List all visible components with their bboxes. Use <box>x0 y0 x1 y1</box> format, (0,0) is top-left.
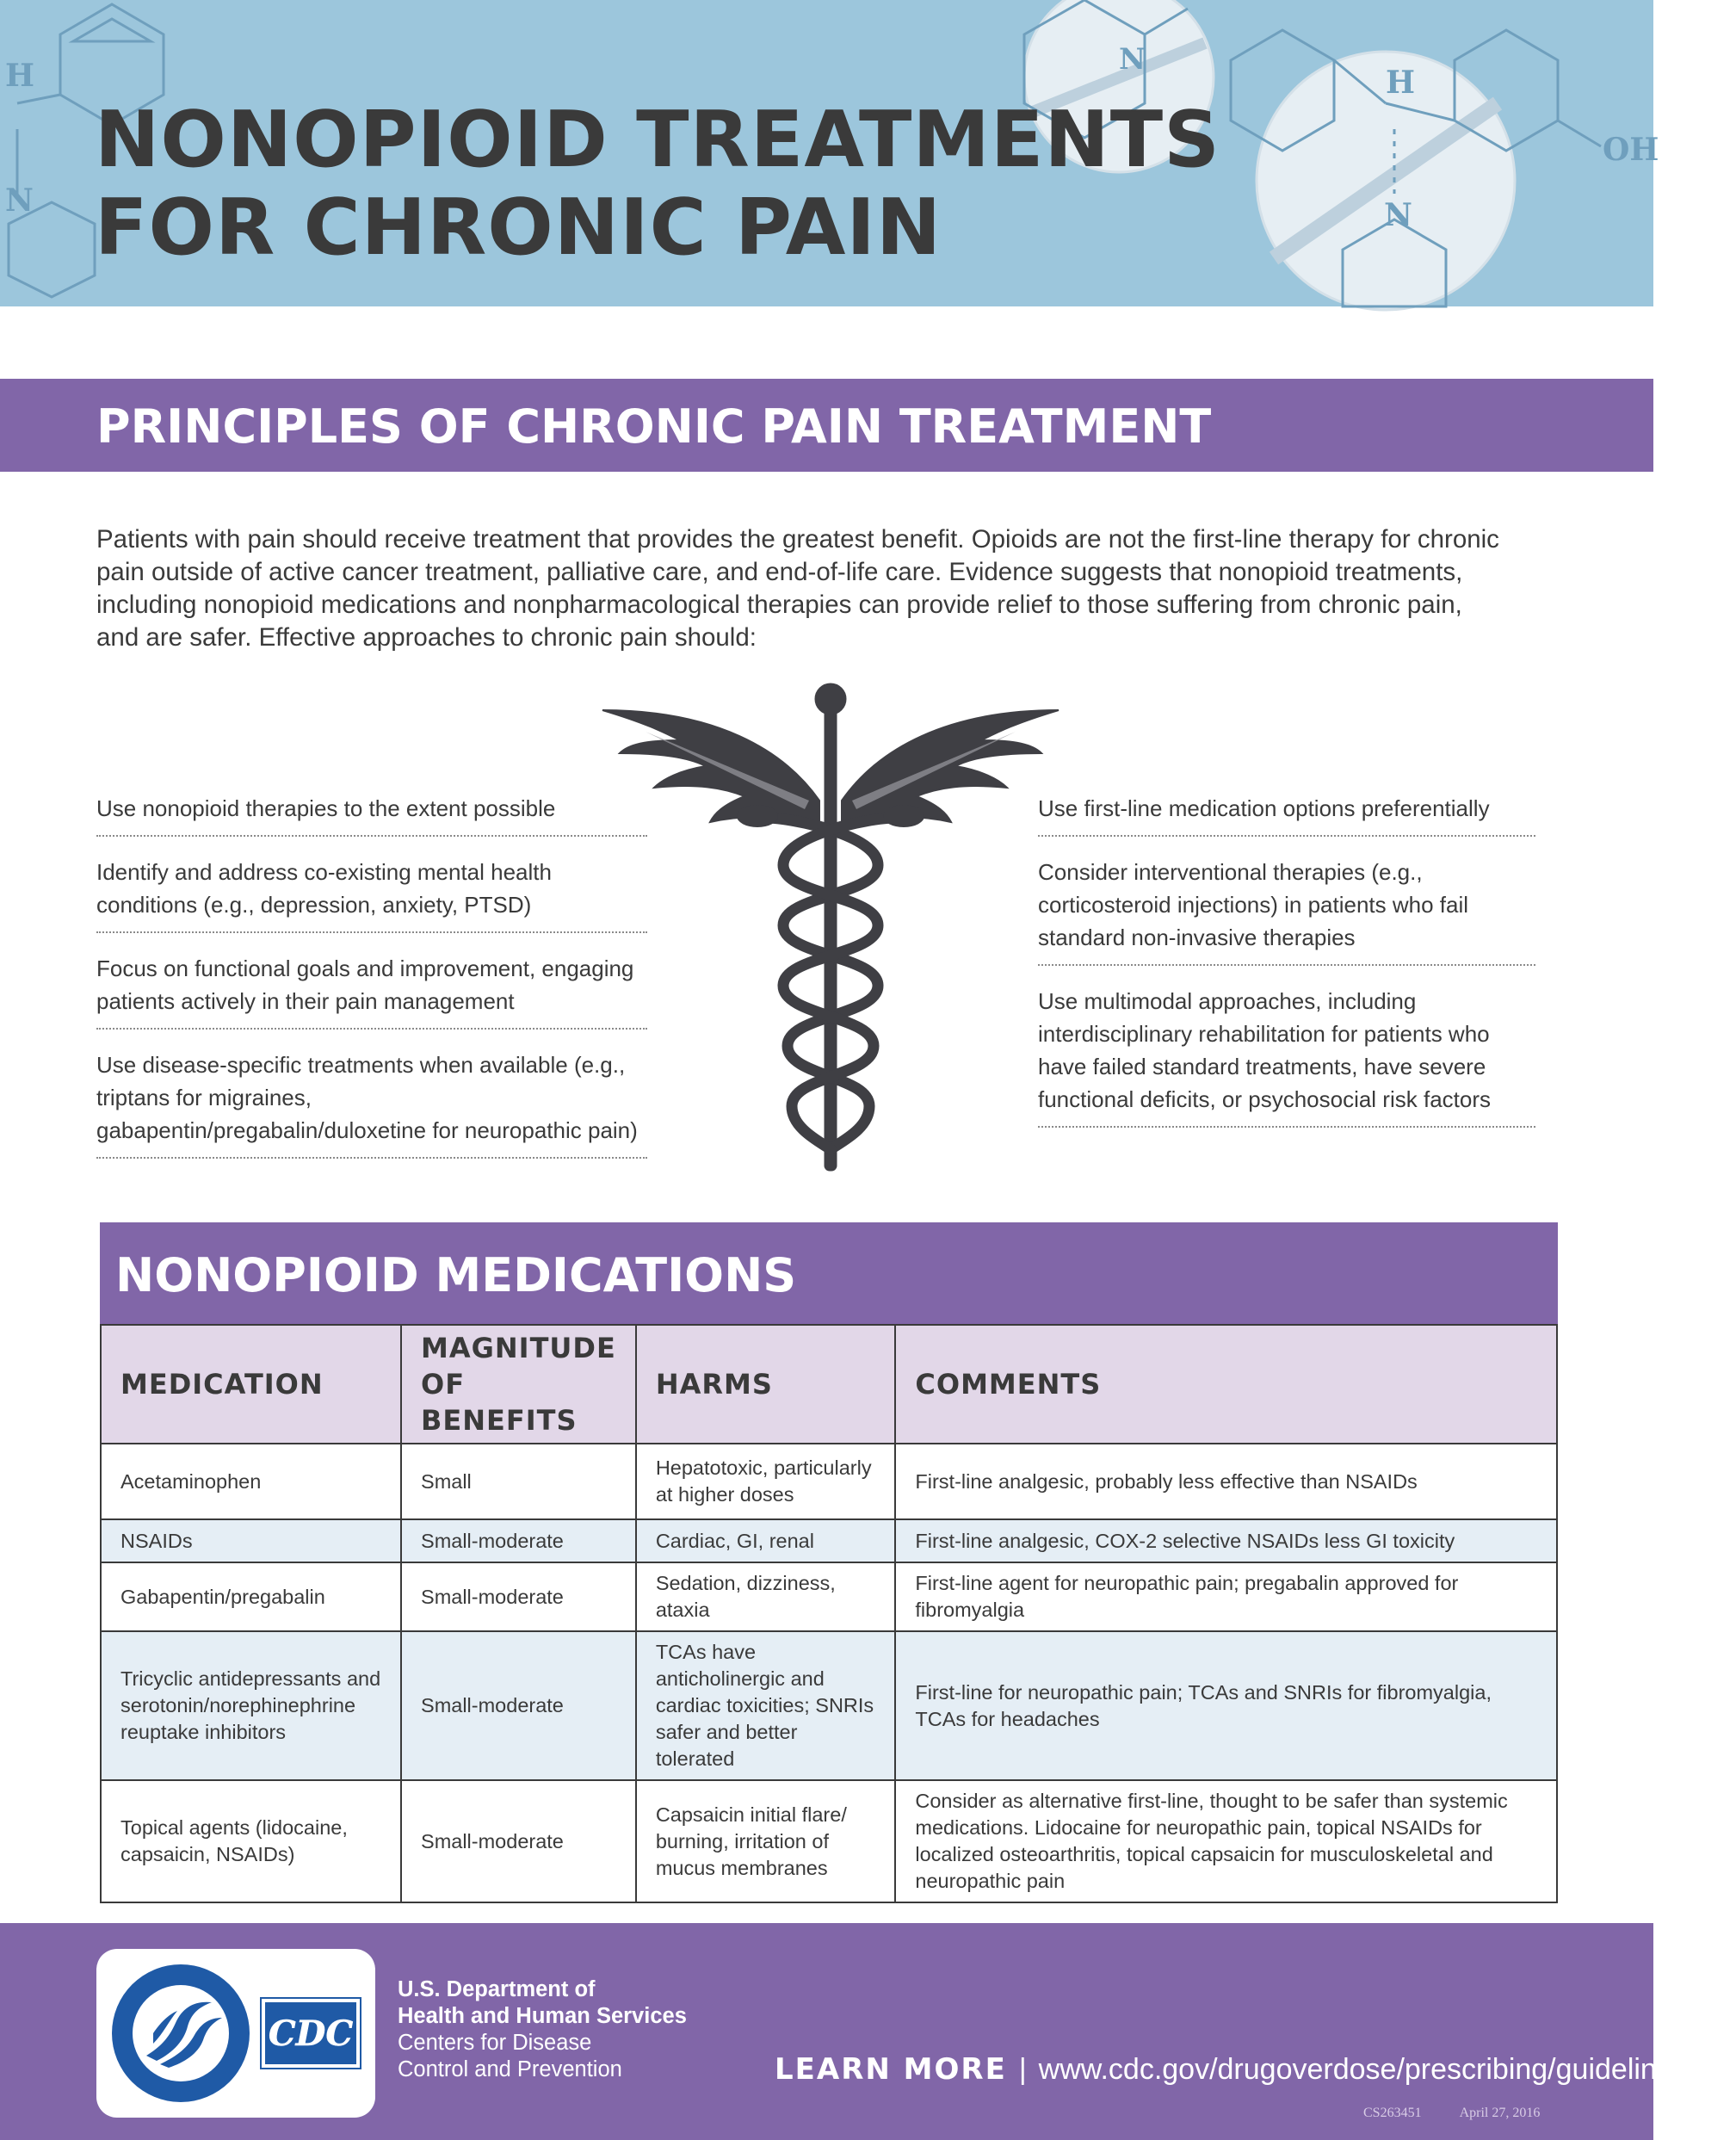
chem-label: H <box>5 58 35 94</box>
caduceus-icon <box>594 671 1067 1171</box>
cell-harms: Capsaicin initial flare/ burning, irritation of mucus membranes <box>636 1780 896 1902</box>
logo-box <box>96 1949 375 2118</box>
cell-comments: First-line analgesic, probably less effective than NSAIDs <box>895 1444 1557 1519</box>
principle-item: Identify and address co-existing mental health conditions (e.g., depression, anxiety, PTSD) <box>96 852 647 933</box>
agency-name <box>398 1976 687 2083</box>
cell-benefits: Small-moderate <box>401 1519 636 1562</box>
learn-more-label: LEARN MORE <box>775 2052 1007 2087</box>
header-banner <box>0 0 1659 306</box>
cell-medication: Acetaminophen <box>101 1444 401 1519</box>
agency-line: U.S. Department of <box>398 1977 596 2001</box>
chem-label: N <box>5 182 34 219</box>
cdc-logo-text: CDC <box>268 2013 354 2054</box>
cell-comments: First-line analgesic, COX-2 selective NSAIDs less GI toxicity <box>895 1519 1557 1562</box>
agency-line: Control and Prevention <box>398 2057 622 2081</box>
hhs-seal-icon <box>108 1961 253 2106</box>
table-row <box>101 1631 1557 1780</box>
publication-date: April 27, 2016 <box>1459 2106 1541 2120</box>
column-header-harms: HARMS <box>636 1325 896 1444</box>
chem-label: H <box>1386 65 1416 101</box>
medications-heading: NONOPIOID MEDICATIONS <box>115 1248 797 1302</box>
principle-item: Use multimodal approaches, including interdisciplinary rehabilitation for patients who have failed standard treatments, have severe functional deficits, or psychosocial risk factors <box>1038 981 1535 1128</box>
principles-heading: PRINCIPLES OF CHRONIC PAIN TREATMENT <box>96 399 1212 454</box>
cell-comments: First-line for neuropathic pain; TCAs and SNRIs for fibromyalgia, TCAs for headaches <box>895 1631 1557 1780</box>
cell-comments: Consider as alternative first-line, thought to be safer than systemic medications. Lidocaine for neuropathic pain, topical NSAIDs for localized osteoarthritis, topical capsaicin for musculoskeletal and neuropathic pain <box>895 1780 1557 1902</box>
cell-benefits: Small <box>401 1444 636 1519</box>
chem-label: N <box>1384 197 1412 233</box>
page-title <box>95 96 1220 272</box>
principles-heading-bar <box>0 379 1653 472</box>
separator: | <box>1018 2053 1027 2086</box>
cdc-logo-icon <box>260 1997 361 2069</box>
column-header-comments: COMMENTS <box>895 1325 1557 1444</box>
table-row <box>101 1562 1557 1631</box>
document-id: CS263451 <box>1363 2106 1422 2120</box>
table-row <box>101 1444 1557 1519</box>
principle-item: Focus on functional goals and improvement, engaging patients actively in their pain management <box>96 949 647 1030</box>
medications-table <box>100 1324 1558 1903</box>
table-row <box>101 1780 1557 1902</box>
cell-medication: Gabapentin/pregabalin <box>101 1562 401 1631</box>
cell-harms: Sedation, dizziness, ataxia <box>636 1562 896 1631</box>
chem-label: OH <box>1603 132 1659 168</box>
principle-item: Consider interventional therapies (e.g., corticosteroid injections) in patients who fail standard non-invasive therapies <box>1038 852 1535 966</box>
cell-harms: Cardiac, GI, renal <box>636 1519 896 1562</box>
principle-item: Use first-line medication options preferentially <box>1038 789 1535 837</box>
agency-line: Centers for Disease <box>398 2031 592 2055</box>
cell-comments: First-line agent for neuropathic pain; pregabalin approved for fibromyalgia <box>895 1562 1557 1631</box>
cell-medication: NSAIDs <box>101 1519 401 1562</box>
principle-item: Use nonopioid therapies to the extent possible <box>96 789 647 837</box>
table-row <box>101 1519 1557 1562</box>
title-line-1: NONOPIOID TREATMENTS <box>95 95 1220 185</box>
cell-medication: Topical agents (lidocaine, capsaicin, NSAIDs) <box>101 1780 401 1902</box>
column-header-benefits: MAGNITUDE OF BENEFITS <box>401 1325 636 1444</box>
principle-item: Use disease-specific treatments when available (e.g., triptans for migraines, gabapentin/pregabalin/duloxetine for neuropathic pain) <box>96 1045 647 1159</box>
cell-benefits: Small-moderate <box>401 1631 636 1780</box>
cell-benefits: Small-moderate <box>401 1562 636 1631</box>
chem-label: N <box>1119 42 1146 77</box>
principles-intro: Patients with pain should receive treatment that provides the greatest benefit. Opioids are not the first-line therapy for chronic pain outside of active cancer treatment, palliative care, and end-of-life care. Evidence suggests that nonopioid treatments, including nonopioid medications and nonpharmacological therapies can provide relief to those suffering from chronic pain, and are safer. Effective approaches to chronic pain should: <box>96 525 1499 652</box>
cell-harms: Hepatotoxic, particularly at higher doses <box>636 1444 896 1519</box>
footer <box>0 1923 1736 2140</box>
table-header-row <box>101 1325 1557 1444</box>
principles-right-list <box>1038 789 1535 1143</box>
medications-section <box>100 1222 1558 1903</box>
column-header-medication: MEDICATION <box>101 1325 401 1444</box>
guideline-link[interactable]: www.cdc.gov/drugoverdose/prescribing/guideline.html <box>1038 2053 1736 2086</box>
document-info <box>1363 2106 1540 2121</box>
medications-heading-bar <box>100 1222 1558 1324</box>
principles-left-list <box>96 789 647 1174</box>
agency-line: Health and Human Services <box>398 2004 687 2028</box>
learn-more-line <box>775 2052 1736 2087</box>
title-line-2: FOR CHRONIC PAIN <box>95 182 942 273</box>
cell-benefits: Small-moderate <box>401 1780 636 1902</box>
cell-medication: Tricyclic antidepressants and serotonin/norephinephrine reuptake inhibitors <box>101 1631 401 1780</box>
cell-harms: TCAs have anticholinergic and cardiac toxicities; SNRIs safer and better tolerated <box>636 1631 896 1780</box>
